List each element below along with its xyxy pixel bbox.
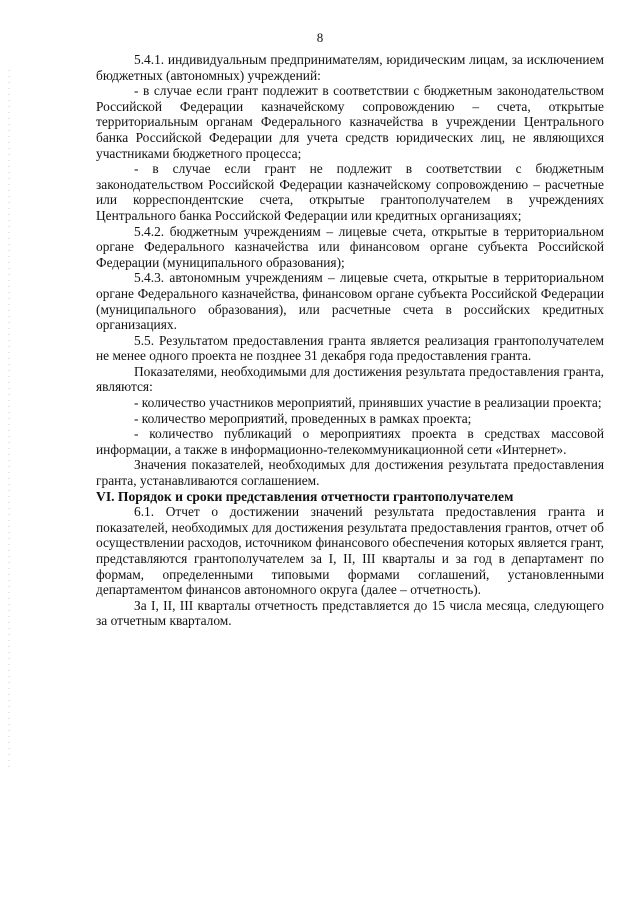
- paragraph: 6.1. Отчет о достижении значений результата предоставления гранта и показателей, необходимых для достижения результата предоставления грантов, отчет об осуществлении расходов, источником финансового обеспечения которых является грант, представляются грантополучателем за I, II, III кварталы и за год в департамент по формам, определенными типовыми формами соглашений, установленными департаментом финансов автономного округа (далее – отчетность).: [96, 504, 604, 598]
- paragraph: - в случае если грант подлежит в соответствии с бюджетным законодательством Российской Федерации казначейскому сопровождению – счета, открытые территориальным органам Федерального казначейства в учреждении Центрального банка Российской Федерации для учета средств юридических лиц, не являющихся участниками бюджетного процесса;: [96, 83, 604, 161]
- paragraph: За I, II, III кварталы отчетность представляется до 15 числа месяца, следующего за отчетным кварталом.: [96, 597, 604, 629]
- scan-margin-marks: [8, 70, 10, 770]
- section-heading: VI. Порядок и сроки представления отчетности грантополучателем: [96, 488, 514, 504]
- paragraph: - количество публикаций о мероприятиях проекта в средствах массовой информации, а также в информационно-телекоммуникационной сети «Интернет».: [96, 426, 604, 457]
- paragraph: Значения показателей, необходимых для достижения результата предоставления гранта, устанавливаются соглашением.: [96, 457, 604, 489]
- paragraph: 5.5. Результатом предоставления гранта является реализация грантополучателем не менее одного проекта не позднее 31 декабря года предоставления гранта.: [96, 332, 604, 364]
- paragraph: 5.4.3. автономным учреждениям – лицевые счета, открытые в территориальном органе Федерального казначейства, финансовом органе субъекта Российской Федерации (муниципального образования), или расчетные счета в российских кредитных организациях.: [96, 270, 604, 333]
- paragraph: 5.4.2. бюджетным учреждениям – лицевые счета, открытые в территориальном органе Федерального казначейства или финансовом органе субъекта Российской Федерации (муниципального образования);: [96, 223, 604, 270]
- paragraph: - количество участников мероприятий, принявших участие в реализации проекта;: [134, 395, 602, 411]
- paragraph: Показателями, необходимыми для достижения результата предоставления гранта, являются:: [96, 363, 604, 395]
- paragraph: - количество мероприятий, проведенных в рамках проекта;: [134, 410, 472, 426]
- paragraph: - в случае если грант не подлежит в соответствии с бюджетным законодательством Российской Федерации казначейскому сопровождению – расчетные или корреспондентские счета, открытые грантополучателем в учреждениях Центрального банка Российской Федерации или кредитных организациях;: [96, 161, 604, 223]
- paragraph: 5.4.1. индивидуальным предпринимателям, юридическим лицам, за исключением бюджетных (автономных) учреждений:: [96, 52, 604, 83]
- document-body: [96, 52, 604, 629]
- page-number: 8: [316, 30, 324, 45]
